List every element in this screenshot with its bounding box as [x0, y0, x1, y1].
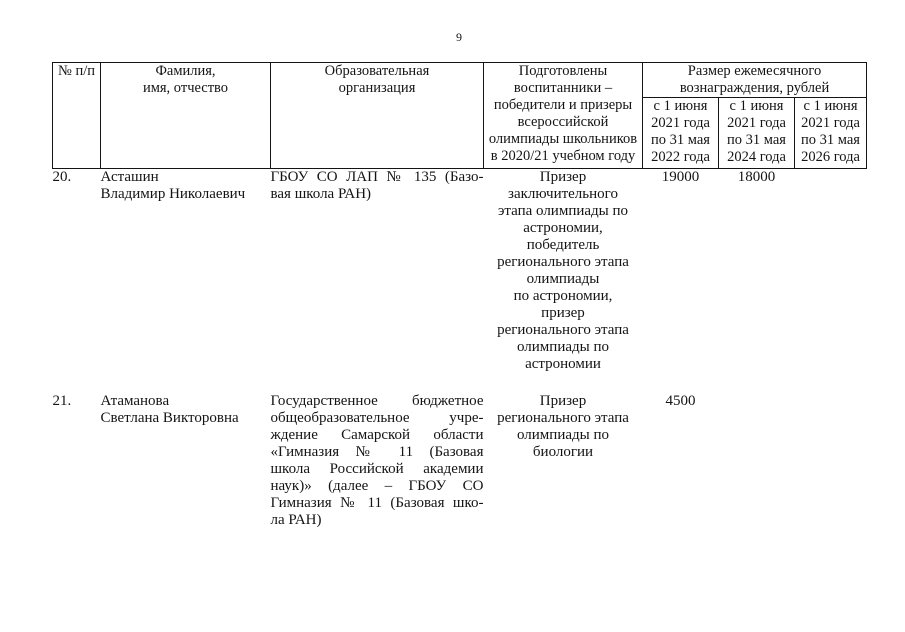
achievement: Призер регионального этапа олимпиады по биологии: [497, 392, 629, 460]
table-body: [53, 169, 867, 529]
header-row-top: [53, 63, 867, 98]
award-value-2024: 18000: [737, 169, 776, 185]
award-value-2022: 19000: [661, 169, 700, 185]
organization-line: ГБОУ СО ЛАП № 135 (Базо-: [270, 169, 484, 185]
header-full-name: Фамилия, имя, отчество: [101, 63, 271, 169]
row-number: 21.: [52, 392, 72, 409]
award-value-2026: [795, 393, 867, 529]
table-row: [53, 169, 867, 393]
award-table: [52, 62, 867, 529]
award-value-2022: 4500: [665, 392, 696, 409]
organization-line: «Гимназия № 11 (Базовая: [270, 443, 484, 460]
full-name: Атаманова Светлана Викторовна: [100, 392, 239, 426]
organization: [271, 169, 484, 393]
organization-line: общеобразовательное учре-: [270, 409, 484, 426]
full-name: Асташин Владимир Николаевич: [100, 169, 246, 202]
organization: [271, 393, 484, 529]
award-value-2026: [795, 169, 867, 393]
organization-line: школа Российской академии: [270, 460, 484, 477]
table-row: [53, 393, 867, 529]
header-period-2024: с 1 июня 2021 года по 31 мая 2024 года: [719, 98, 795, 169]
award-value-2024: [719, 393, 795, 529]
row-number: 20.: [52, 169, 72, 185]
achievement: Призер заключительного этапа олимпиады по астрономии, победитель регионального этапа олимпиады по астрономии, призер регионального этапа олимпиады по астрономии: [497, 169, 629, 372]
organization-line: ждение Самарской области: [270, 426, 484, 443]
organization-line: вая школа РАН): [270, 186, 372, 202]
organization-line: Государственное бюджетное: [270, 392, 484, 409]
header-organization: Образовательная организация: [271, 63, 484, 169]
header-prepared-students: Подготовлены воспитанники – победители и призеры всероссийской олимпиады школьников в 2020/21 учебном году: [484, 63, 643, 169]
table-header: [53, 63, 867, 169]
organization-line: Гимназия № 11 (Базовая шко-: [270, 494, 484, 511]
organization-line: наук)» (далее – ГБОУ СО: [270, 477, 484, 494]
header-period-2022: с 1 июня 2021 года по 31 мая 2022 года: [643, 98, 719, 169]
header-monthly-award: Размер ежемесячного вознаграждения, рублей: [643, 63, 867, 98]
header-period-2026: с 1 июня 2021 года по 31 мая 2026 года: [795, 98, 867, 169]
organization-line: ла РАН): [270, 511, 322, 528]
page-number: 9: [456, 30, 462, 44]
header-number: № п/п: [53, 63, 101, 169]
